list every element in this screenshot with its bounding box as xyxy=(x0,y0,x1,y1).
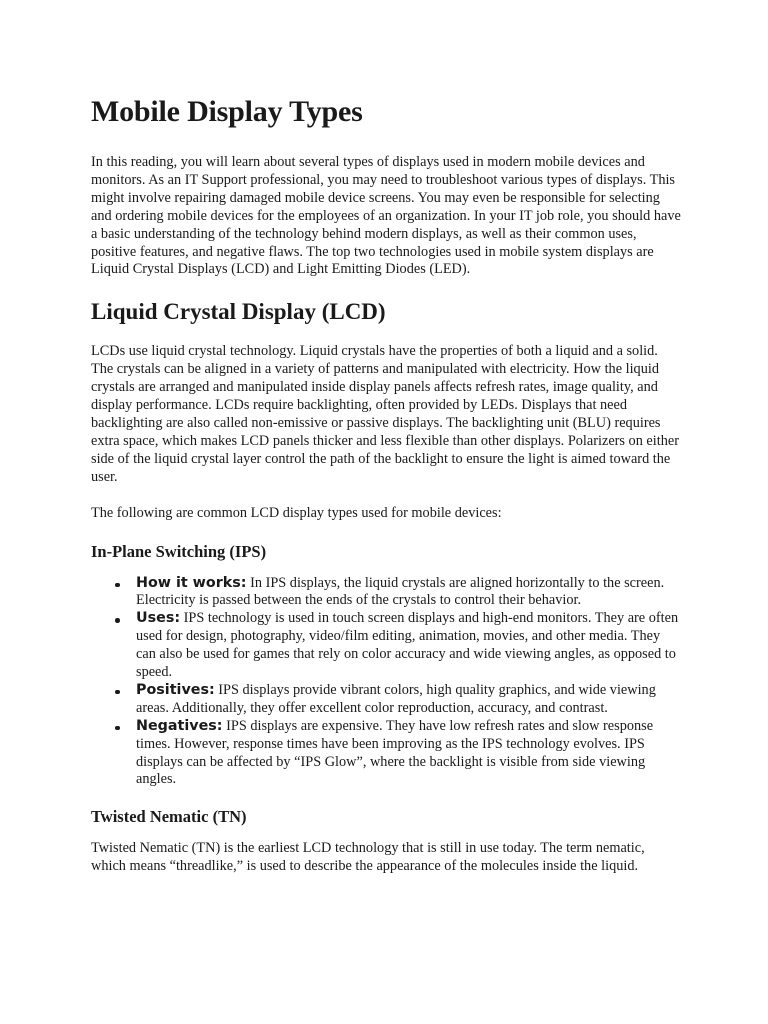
ips-item-text: In IPS displays, the liquid crystals are aligned horizontally to the screen. Electricity is passed between the ends of the crystals to control their behavior. xyxy=(136,574,665,609)
ips-item-label: Positives: xyxy=(136,681,215,698)
intro-paragraph: In this reading, you will learn about several types of displays used in modern mobile devices and monitors. As an IT Support professional, you may need to troubleshoot various types of displays. This might involve repairing damaged mobile device screens. You may even be responsible for selecting and ordering mobile devices for the employees of an organization. In your IT job role, you should have a basic understanding of the technology behind modern displays, as well as their common uses, positive features, and negative flaws. The top two technologies used in mobile system displays are Liquid Crystal Displays (LCD) and Light Emitting Diodes (LED). xyxy=(91,154,681,278)
tn-heading: Twisted Nematic (TN) xyxy=(91,807,247,827)
lcd-heading: Liquid Crystal Display (LCD) xyxy=(91,299,386,325)
ips-item-label: Negatives: xyxy=(136,717,223,734)
lcd-types-intro: The following are common LCD display types used for mobile devices: xyxy=(91,504,502,521)
ips-item-text: IPS displays are expensive. They have low refresh rates and slow response times. However, response times have been improving as the IPS technology evolves. IPS displays can be affected by “IPS Glow”, where the backlight is visible from side viewing angles. xyxy=(136,717,654,788)
ips-item-negatives xyxy=(136,718,681,790)
ips-item-uses xyxy=(136,610,681,682)
page-title: Mobile Display Types xyxy=(91,95,363,128)
ips-item-how-it-works xyxy=(136,575,681,611)
ips-item-text: IPS technology is used in touch screen displays and high-end monitors. They are often used for design, photography, video/film editing, animation, movies, and other media. They can also be used for games that rely on color accuracy and wide viewing angles, as opposed to speed. xyxy=(136,610,679,681)
ips-item-text: IPS displays provide vibrant colors, high quality graphics, and wide viewing areas. Additionally, they offer excellent color reproduction, accuracy, and contrast. xyxy=(136,681,656,716)
lcd-paragraph: LCDs use liquid crystal technology. Liquid crystals have the properties of both a liquid and a solid. The crystals can be aligned in a variety of patterns and manipulated with electricity. How the liquid crystals are arranged and manipulated inside display panels affects refresh rates, image quality, and display performance. LCDs require backlighting, often provided by LEDs. Displays that need backlighting are also called non-emissive or passive displays. The backlighting unit (BLU) requires extra space, which makes LCD panels thicker and less flexible than other displays. Polarizers on either side of the liquid crystal layer control the path of the backlight to ensure the light is aimed toward the user. xyxy=(91,343,679,485)
ips-heading: In-Plane Switching (IPS) xyxy=(91,541,267,561)
tn-paragraph: Twisted Nematic (TN) is the earliest LCD technology that is still in use today. The term nematic, which means “threadlike,” is used to describe the appearance of the molecules inside the liquid. xyxy=(91,840,645,875)
document-body xyxy=(91,92,681,894)
ips-list xyxy=(91,575,681,790)
ips-item-positives xyxy=(136,682,681,718)
ips-item-label: How it works: xyxy=(136,574,247,591)
ips-item-label: Uses: xyxy=(136,610,181,627)
